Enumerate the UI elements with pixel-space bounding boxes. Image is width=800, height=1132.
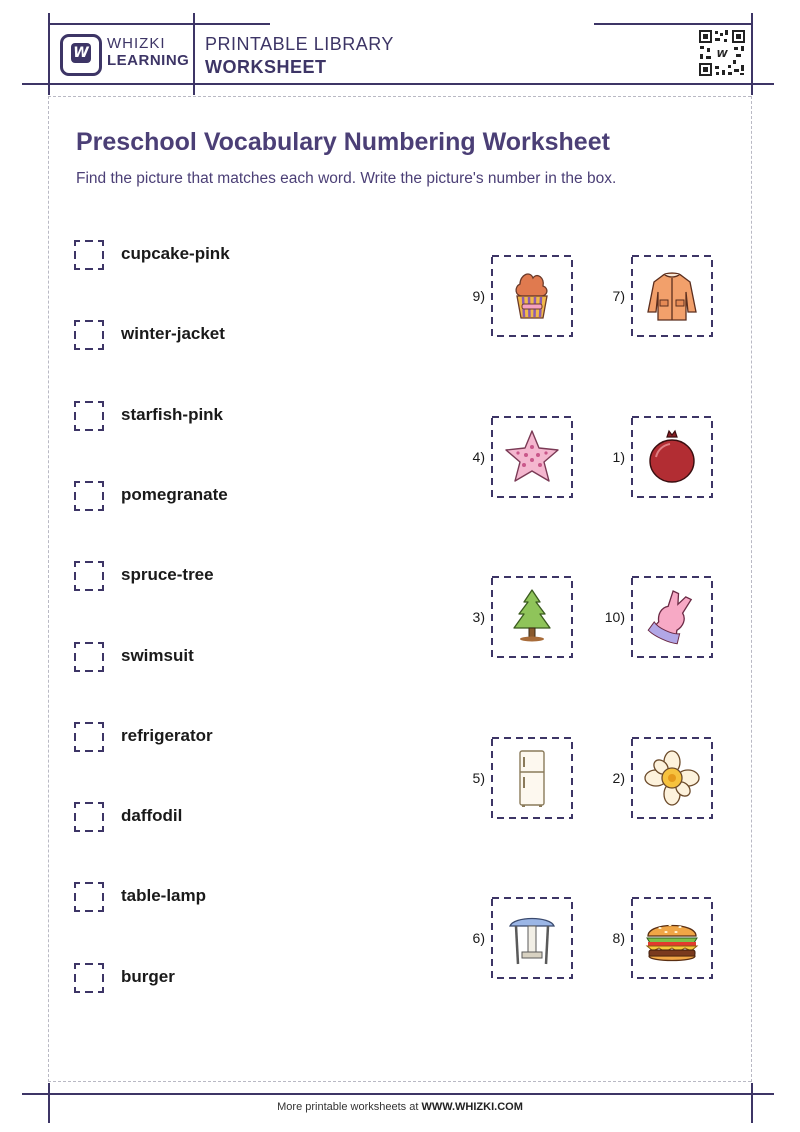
qr-code-icon — [698, 29, 746, 77]
picture-card — [631, 416, 713, 498]
picture-number: 10) — [604, 609, 625, 625]
brand-name-bottom: LEARNING — [107, 52, 190, 69]
word-label: starfish-pink — [121, 404, 224, 424]
picture-number: 2) — [612, 769, 625, 786]
header-right-edge — [751, 13, 753, 95]
answer-box[interactable] — [74, 401, 104, 431]
word-label: pomegranate — [121, 484, 228, 504]
starfish-icon — [502, 427, 562, 487]
answer-box[interactable] — [74, 722, 104, 752]
footer-link[interactable]: WWW.WHIZKI.COM — [421, 1101, 523, 1113]
word-label: burger — [121, 966, 175, 986]
answer-box[interactable] — [74, 963, 104, 993]
picture-card — [491, 416, 573, 498]
picture-number: 1) — [612, 448, 625, 465]
picture-card — [491, 897, 573, 979]
daffodil-icon — [642, 748, 702, 808]
whizki-logo — [60, 34, 102, 76]
instructions: Find the picture that matches each word. Write the picture's number in the box. — [76, 170, 617, 187]
footer-top-line — [22, 1093, 774, 1095]
header-bottom-line — [22, 83, 774, 85]
picture-number: 5) — [472, 769, 485, 786]
answer-box[interactable] — [74, 240, 104, 270]
picture-card — [631, 255, 713, 337]
answer-box[interactable] — [74, 882, 104, 912]
picture-card — [491, 737, 573, 819]
picture-card — [631, 576, 713, 658]
picture-number: 7) — [612, 288, 625, 304]
picture-number: 8) — [612, 930, 625, 946]
word-label: spruce-tree — [121, 565, 214, 585]
answer-box[interactable] — [74, 320, 104, 350]
picture-card — [491, 576, 573, 658]
footer-prefix: More printable worksheets at — [277, 1101, 422, 1113]
page-border-bottom — [48, 1081, 751, 1082]
worksheet-label: WORKSHEET — [205, 57, 327, 77]
page-border-top — [48, 96, 751, 97]
answer-box[interactable] — [74, 561, 104, 591]
header-divider — [193, 13, 195, 95]
picture-number: 6) — [472, 930, 485, 946]
pomegranate-icon — [642, 427, 702, 487]
picture-card — [491, 255, 573, 337]
header-left-edge — [48, 13, 50, 95]
page-title: Preschool Vocabulary Numbering Worksheet — [76, 128, 610, 156]
cupcake-icon — [502, 266, 562, 326]
word-label: cupcake-pink — [121, 244, 230, 263]
picture-number: 3) — [472, 609, 485, 625]
answer-box[interactable] — [74, 802, 104, 832]
word-label: winter-jacket — [121, 324, 225, 344]
answer-box[interactable] — [74, 481, 104, 511]
word-label: swimsuit — [121, 645, 194, 665]
winter-jacket-icon — [642, 266, 702, 326]
refrigerator-icon — [502, 748, 562, 808]
word-label: table-lamp — [121, 886, 207, 906]
footer — [0, 1101, 800, 1113]
table-lamp-icon — [502, 908, 562, 968]
page-border-left — [48, 96, 49, 1082]
spruce-tree-icon — [502, 587, 562, 647]
picture-card — [631, 897, 713, 979]
page-border-right — [751, 96, 752, 1082]
answer-box[interactable] — [74, 642, 104, 672]
picture-card — [631, 737, 713, 819]
svg-text:W: W — [716, 49, 728, 60]
picture-number: 4) — [472, 448, 485, 465]
burger-icon — [642, 908, 702, 968]
word-label: daffodil — [121, 806, 183, 826]
header-top-line-left — [48, 23, 270, 25]
brand-name-top: WHIZKI — [107, 35, 166, 52]
word-label: refrigerator — [121, 725, 213, 745]
library-label: PRINTABLE LIBRARY — [205, 34, 394, 54]
header-top-line-right — [594, 23, 752, 25]
logo-letter: W — [71, 43, 91, 63]
picture-number: 9) — [472, 288, 485, 304]
swimsuit-icon — [642, 587, 702, 647]
